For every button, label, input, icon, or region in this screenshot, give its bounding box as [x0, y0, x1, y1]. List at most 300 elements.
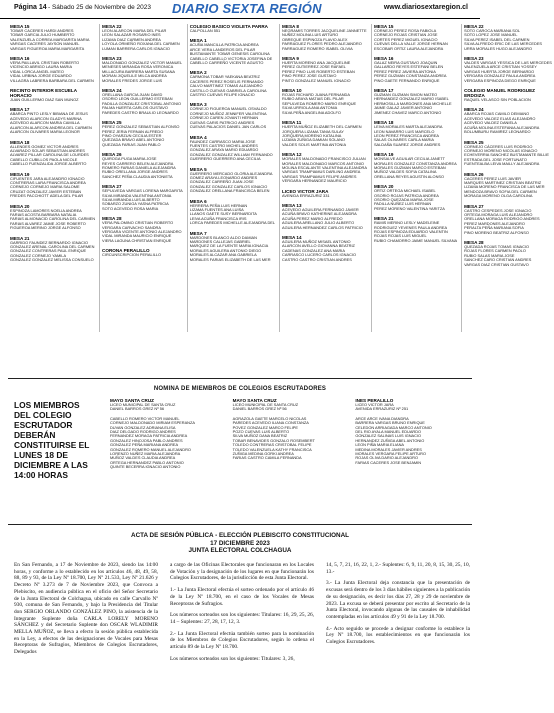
member-name: ORELLANA REYES AGUSTIN ALONSO [373, 173, 445, 179]
member-name: MORALES MALDONADO FRANCISCO JULIAN [282, 156, 366, 162]
member-name: ORELLANA MORAGA RODRIGO ANDRES [464, 216, 540, 222]
acta-heading [0, 532, 480, 555]
member-name: ARCE ARCE IVANA DIANDRA [355, 415, 409, 421]
member-name: SANCHEZ CARO CRISTIAN ANDRES [464, 257, 532, 263]
member-name: LICEO MUNICIPAL DE SANTA CRUZ [110, 402, 176, 407]
member-name: MORALES GUZMAN MARCO ESTEBAN [373, 164, 446, 170]
member-name: VIDAL MIRANDA MAURICIO ENRIQUE [102, 233, 172, 239]
member-name: MARQUES MARTINEZ CRISTIAN BEATRIZ [464, 179, 542, 185]
member-name: PEREZ GONZALEZ SEBASTIAN ALFONSO [102, 124, 180, 130]
mesa-block [10, 24, 95, 51]
member-name: RUBIO SALAS MARIA JOSE [464, 252, 515, 258]
mesa-title: MESA 18 [10, 139, 30, 145]
member-name: SILVA PEÑA ANGELINA ADOLFO [282, 109, 341, 115]
member-name: SOTO ACEVEDO ROSA MARIA [102, 205, 159, 211]
member-name: SOTO LOPEZ JOSE MANUEL [464, 32, 518, 38]
member-name: GONZALEZ ARAYA MARIO EDUARDO [189, 147, 259, 153]
mesa-block [10, 236, 95, 263]
mesa-block [190, 24, 275, 33]
mesa-block [190, 199, 275, 226]
member-name: CORNEJO FIGUEROA MANUEL OSVALDO [189, 106, 267, 112]
member-name: VICENCIO ABRIGO LAURA MARIA [10, 64, 73, 70]
mesa-title: MESA 13 [282, 202, 302, 208]
issue-date: - Sábado 25 de Noviembre de 2023 [48, 4, 151, 11]
member-name: MORALES GONZALEZ CONSTANZA ANDREA [373, 160, 457, 166]
member-name: FAUNDEZ CARRASCO MARIA JOSE [189, 138, 256, 144]
member-name: MEDINA MORALES JAVIER ANDRES [355, 446, 422, 452]
member-name: ACUÑA MANCILLA PATRICIA ANDREA [189, 42, 259, 48]
mesa-block [190, 70, 275, 97]
member-name: VIDAL URBINA JORGE EDUARDO [10, 73, 72, 79]
member-name: GONZALEZ CARREÑO JUAN JOSE [189, 179, 254, 185]
mesa-block [464, 140, 552, 167]
newspaper-logo: DIARIO SEXTA REGIÓN [172, 1, 322, 16]
member-name: PAREDES ACEVEDO ILIANA CONSTANZA [232, 420, 309, 426]
member-name: CONTRERAS LARA FRANCISCA ANDREA [10, 179, 86, 185]
mesa-title: LICEO VICTOR JARA [282, 188, 329, 194]
section2-title: NOMINA DE MIEMBROS DE COLEGIOS ESCRUTADORES [153, 386, 327, 392]
acta-paragraph: 1.- La Junta Electoral efectúa el sorteo ordenado por el artículo 46 de la Ley Nº 18.700, en el caso de los Vocales de Mesas Receptoras de Sufragios. [170, 587, 314, 607]
mesa-title: CORONA PERALILLO [102, 248, 150, 254]
member-name: GALAZ NEIRA GUSTAVO JOAQUIN [373, 60, 438, 66]
member-name: ACEVEDO ALARCON MARIA CAMILLA [10, 120, 80, 126]
member-name: CIRCUNSCRIPCION PERALILLO [102, 252, 162, 258]
member-name: VERGARA VICENTE ANTONIO ALEJANDRO [102, 229, 182, 234]
member-name: CORNEJO MALDONADO MIRIAM ESPERANZA [110, 420, 195, 426]
name-column [8, 24, 97, 332]
member-name: HERRERA PEÑA LUIS HERNAN [189, 202, 248, 208]
member-name: ORTEGA MORAGA LUIS ALEJANDRO [464, 211, 533, 217]
member-name: FUENTEALBA LEIVA MAILLY ALEJANDRA [464, 161, 540, 167]
member-name: ECHEVERRIA SANCHEZ BUSTAMANTE BILLIE [464, 152, 550, 158]
member-name: SILVA PEREZ ISABEL DEL CARMEN [464, 36, 530, 42]
member-name: PAREDES CASTRO BRAULIO LEONARDO [102, 109, 179, 115]
member-name: ROJAS FLORES CARMEN PAOLO [464, 248, 526, 254]
mesa-title: INES PERALILLO [355, 398, 394, 403]
member-name: GUERRERO MERCADO GLORIA ALEJANDRA [189, 170, 273, 176]
mesa-block [102, 184, 183, 211]
member-name: BOLUMBURU RAMIREZ LEONARDO [464, 129, 531, 135]
mesa-title: MESA 25 [102, 120, 122, 126]
acta-paragraph: 3.- La Junta Electoral deja constancia que la presentación de excusas será dentro de los 3 días hábiles siguientes a la publicación de su designación, es decir los días 27, 28 y 29 de noviembre de 2023. La excusa se deberá presentar por escrito al Secretario de la Junta Electoral, invocando algunas de las causales de inhabilidad contempladas en los artículos 49 y 91 de la Ley 18.700. [326, 580, 470, 620]
member-name: GONZALEZ CONTRERAS PAUL ENRIQUE [10, 248, 87, 254]
name-column [279, 24, 369, 332]
mesa-block [102, 120, 183, 147]
mesa-block [464, 172, 552, 199]
member-name: TOLEDO VALENZUELA KATHY FRANCISCA [232, 446, 312, 452]
member-name: CACERES PEREZ ROSELIS FERNANDO [189, 78, 264, 84]
member-name: DIAZ DELGADO RODRIGO ANDRES [110, 429, 176, 435]
member-name: SALAS OLIVARES CARLA MARIA [373, 137, 434, 143]
name-column [371, 24, 459, 332]
member-name: PEREZ MARDONES ALEJANDRO [464, 220, 525, 226]
member-name: CUEVAS DELLA VALLE JORGE HERNAN [373, 41, 448, 47]
member-name: BUSTAMANTE TOBAR GENESIS CAROLINA [189, 51, 270, 57]
member-name: CASTILLO CUEVAS GABRIELA CAROLINA [189, 87, 267, 93]
acta-column [14, 562, 158, 710]
member-name: ACEVEDO ALARCON GLADYS MARINA [10, 115, 82, 121]
mesa-title: MESA 26 [102, 152, 122, 158]
member-name: MUÑOZ VALDES CLAUDIA ANDREA [110, 455, 176, 461]
member-name: CABELLO CARREÑO VICENTE AGUSTO [189, 60, 264, 66]
member-name: VARGAS TRAMPIAMUS DARLING ANDREA [282, 169, 361, 175]
member-name: CASTRO CESPEDES JOSE IGNACIO [464, 207, 532, 213]
mesa-title: MESA 23 [102, 56, 122, 62]
mesa-block [233, 398, 350, 412]
mesa-block [464, 107, 552, 134]
member-name: PADILLA GONZALEZ CRISTOBAL ANTONIO [102, 100, 182, 106]
member-name: VILLAGRA LABRERA BARBARA DEL CARMEN [10, 77, 94, 83]
member-name: LORENZO NUÑEZ MARIA ALEJANDRA [110, 451, 181, 457]
mesa-title: MESA 21 [373, 216, 394, 222]
mesa-title: MESA 19 [10, 171, 30, 177]
member-name: RUBIO ARAYA MATIAS DEL PILAR [282, 96, 344, 102]
mesa-title: COLEGIO BASICO VIOLETA PARRA [189, 24, 268, 29]
member-name: FREDES PACCHIOTT ADELA DEL PILAR [10, 193, 84, 199]
member-name: CORNEJO MORENO NICOLAS IGNACIO [464, 147, 538, 153]
member-name: TOBAR BENAVIDES GONZALO ROSEMBERT [232, 437, 315, 443]
mesa-block [282, 189, 367, 198]
mesa-title: MESA 9 [282, 56, 299, 62]
member-name: ARCE VERA LANDEROS DEL PILAR [189, 46, 256, 52]
acta-paragraph: 14, 5, 7, 21, 16, 22, 1, 2.- Suplentes: 6, 9, 11, 20, 8, 15, 30, 25, 10, 13.- [326, 562, 470, 575]
member-name: RODRIGUEZ YEVENES PAULA ANDREA [373, 224, 448, 230]
mesa-title: MESA 23 [464, 56, 484, 62]
member-name: MORALES AGUILERA ANTONIO DIEGO [189, 247, 262, 253]
member-name: FARIAS ALMONACID CAROLINA DEL CARMEN [10, 216, 96, 222]
member-name: VARGAS TRAMPIAMUS FELIPE ANDRES [282, 173, 357, 179]
member-name: CARRASCO LUCERO CARLOS IGNACIO [282, 252, 356, 258]
member-name: GONZALEZ ROMERO MANUEL ALEJANDRO [110, 446, 191, 452]
member-name: DANIEL BARROS GREZ Nº 56 [232, 406, 287, 412]
member-name: SEPULVEDA VARGAS LORENA MARGARITA [102, 188, 183, 194]
member-name: DANIEL BARROS GREZ Nº 56 [110, 406, 165, 412]
member-name: VARGAS HUERTA JORGE BERNARDO [464, 68, 535, 74]
mesa-block [110, 398, 227, 412]
member-name: CALVO MARTINEZ TOMAS ALEJANDRO [189, 83, 263, 89]
mesa-title: MESA 24 [102, 88, 122, 94]
member-name: SILVA MIRANDA LUIS ALBERTO [102, 196, 160, 202]
member-name: VALENZUELA CORREA MARGARITA MARIA [10, 36, 90, 42]
page-number: Página 14 [14, 4, 47, 11]
mesa-block [355, 398, 472, 412]
acta-paragraph: 4.- Acto seguido se procede a designar conforme lo establece la Ley Nº 18.700, los establecimientos en que funcionarán los Colegios Escrutadores. [326, 625, 470, 646]
member-name: VERGARA ESPINOZA DIEGO ENRIQUE [464, 77, 536, 83]
member-name: ALARCON OLIVARES MARIA LEONOR [10, 129, 80, 135]
member-name: ORELLANA GARCIA JUAN DAVID [102, 92, 163, 98]
acta-paragraph: a cargo de las Oficinas Electorales que funcionaran en los Locales de Votación y la designación de los lugares en que funcionarán los Colegios Escrutadores, de la jurisdicción de esta Junta Electoral. [170, 562, 314, 582]
member-name: LIZAMA FUENTES ANA LUISA [189, 206, 244, 212]
mesa-title: COLEGIO MANUEL RODRIGUEZ ERDOIZA [464, 88, 535, 99]
member-name: ROMERO FARIAS DANIELA ALEJANDRA [102, 164, 176, 170]
member-name: ALLENDES GOMEZ VICTOR ANDRES [10, 143, 79, 149]
mesa-title: MAYO SANTA CRUZ [110, 398, 154, 403]
member-name: CACERES PEREZ LUIS JAVIER [464, 175, 522, 181]
mesa-block [355, 417, 472, 465]
member-name: QUEZADA FARIAS JUAN PABLO [102, 141, 161, 147]
member-name: ACUÑA MOLINA ESTEFANIA ALEJANDRA [464, 124, 540, 130]
member-name: BARRERA VARGAS BRUNO ENRIQUE [355, 420, 425, 426]
member-name: PINO MORENO BEATRIZ ALFONSO [464, 229, 529, 235]
member-name: CORNEJO MUÑOZ JENNIFER VALENTINA [189, 110, 267, 116]
member-name: MENESES MIRANDA ROSA VERONICA [102, 64, 174, 70]
mesa-title: MESA 28 [464, 240, 484, 245]
member-name: GONZALEZ GONZALEZ WILLIAM FERNANDO [189, 151, 273, 157]
mesa-block [10, 172, 95, 199]
member-name: HERMOSILLA MARDONES ANA MICHELLE [373, 100, 452, 106]
acta-column [170, 562, 314, 710]
member-name: ROJAS RICHARD JUANA FERNANDA [282, 92, 350, 98]
name-column [461, 24, 554, 332]
member-name: LLANOS GAETE SUSY BERNARDITA [189, 211, 257, 217]
member-name: HUERTA MUÑOZ ELIZABETH DEL CARMEN [282, 124, 362, 130]
name-column [108, 398, 229, 516]
member-name: PEREZ PEREZ JAVIERA ANTONIA [373, 68, 436, 74]
member-name: OSORIO ROJAS PATRICIA ANDREA [373, 192, 439, 198]
mesa-title: MESA 27 [102, 184, 122, 190]
mesa-block [374, 120, 457, 147]
mesa-title: MESA 20 [373, 184, 394, 190]
name-column [187, 24, 277, 332]
member-name: GONZALEZ CORNEJO YAMILA [10, 252, 67, 258]
member-name: PERALTA PEÑA MARIANA SOFIA [464, 225, 524, 231]
member-name: PINO OYARZUN CECILIA ESTER [102, 132, 162, 138]
mesa-block [464, 240, 552, 267]
member-name: GOMEZ ARAYA LEONARDO ANDRES [189, 174, 258, 180]
member-name: ORTEGA HERNANDEZ PABLO ANTONIO [110, 459, 184, 465]
member-name: ESCOBAR ORTIZ LAURA ALEJANDRA [373, 45, 444, 51]
member-name: ABARCA ROJAS CAMILO DEMIANO [464, 111, 530, 117]
member-name: REYES CARRERO BELEN ALEJANDRA [102, 160, 174, 166]
mesa-title: MESA 24 [464, 107, 484, 113]
member-name: FIGUEROA MERINO JORGE ALFONSO [10, 225, 81, 231]
acta-title: ACTA DE SESIÓN PÚBLICA - ELECCIÓN PLEBISCITO CONSTITUCIONAL [131, 532, 349, 539]
acta-paragraph: En San Fernando, a 17 de Noviembre de 2023, siendo las 14:00 horas, y conforme a lo establecido en los artículos 46, 48, 49, 58, 88, 89 y 93, de la Ley Nº 18.700, Ley Nº 21.533, Ley Nº 21.626 y Decreto Nº 3.273 de 7 de Noviembre 2023, que Convoca a Plebiscito, en audiencia pública en el oficio del Señor Secretario de la Junta Electoral de Colchagua, ubicado en calle Carvallo Nº 930, comuna de San Fernando, y bajo la Presidencia del Titular don SERGIO ORLANDO GONZÁLEZ PINO, la asistencia de la Integrante Suplente doña CARLA LORELY MORENO SÁNCHEZ y del Secretario Suplente don OSCAR WLADIMIR MELLA MUÑOZ, se lleva a efecto la sesión pública establecida en la Ley, a efectos de las designaciones de Vocales para Mesas Receptoras de Sufragios, Miembros de Colegios Escrutadores, Delegados [14, 562, 158, 656]
website-url[interactable]: www.diariosextaregion.cl [383, 4, 468, 11]
member-name: FARIAS CACERES JOSE BENJAMIN [355, 459, 422, 465]
member-name: RUBIO ORELLANA JORGE ANDRES [102, 169, 168, 175]
mesa-title: MESA 17 [10, 107, 30, 113]
member-name: SEPULVEDA ROMERO MARIO ENRIQUE [282, 100, 357, 106]
member-name: CORNEJO ROJAS CRISTIAN JOSE [373, 32, 438, 38]
mesa-title: MESA 16 [10, 56, 30, 62]
member-name: FARIAS CASTRO CAMILA FERNANDA [232, 455, 302, 461]
mesa-block [374, 24, 457, 51]
page-header [0, 0, 480, 19]
mesa-block [464, 204, 552, 235]
member-name: ABARCA PINTO LESLY BIBIANA DE JESUS [10, 111, 88, 117]
member-name: MENDOZA BRAVO SOFIA DEL CARMEN [464, 188, 537, 194]
member-name: MARQUEZ DE LA FUENTE MARIA IGNACIA [189, 243, 269, 249]
member-name: MORALES FREDES JORGE LUIS [102, 77, 163, 83]
mesa-title: MESA 21 [10, 235, 30, 241]
member-name: CADENAS GONZALEZ ANA MARIA [282, 247, 345, 253]
mesa-block [282, 24, 367, 51]
member-name: GONZALEZ HINOJOSA PABLO ANDRES [110, 437, 183, 443]
mesa-title: MESA 26 [464, 171, 484, 177]
mesa-title: MESA 15 [10, 24, 30, 29]
mesa-block [10, 56, 95, 83]
name-column [353, 398, 474, 516]
mesa-block [282, 235, 367, 262]
mesa-title: MESA 8 [282, 24, 299, 29]
member-name: NEGRAMIS TORRES JACQUELINE JANNETTE [282, 28, 367, 33]
member-name: FUENTES CASTRO MICHEL ANDRES [189, 142, 258, 148]
mesa-block [282, 152, 367, 183]
member-name: ESPINOZA LAMORES NOELIA ANDREA [10, 207, 82, 213]
member-name: SILVA MUÑOZ DANA BEATRIZ [232, 433, 288, 439]
mesa-title: MESA 19 [373, 152, 394, 158]
member-name: MOLINA ESCALANTE VALENTINA ALEJANDRA [282, 164, 367, 170]
member-name: ACEVEDO VALDEZ DANIELA [464, 120, 517, 126]
member-name: CRUZAT GONZALEZ JAVIER ESTEBAN [10, 188, 82, 194]
member-name: CORNEJO CAREN JOVANTI HERNAN [189, 115, 259, 121]
mesa-block [464, 56, 552, 83]
name-column [231, 398, 352, 516]
mesa-title: MESA 16 [373, 56, 394, 62]
member-name: CASTRO CUEVAS FELIPE IGNACIO [189, 92, 255, 98]
member-name: OSORIO LEON GUILLERMO ESTEBAN [102, 96, 173, 102]
mesa-title: MESA 12 [282, 152, 302, 158]
name-column [99, 24, 185, 332]
member-name: GALLARDO REYES ESTEFANI BELEN [373, 64, 444, 70]
member-name: LEON PIÑA MARIA ELIANA [355, 442, 404, 448]
mesa-block [102, 248, 183, 257]
mesa-block [10, 107, 95, 134]
member-name: HERNANDEZ GONZALEZ MARIO ISABEL [373, 96, 449, 102]
member-name: LOYOLA ORMEÑO ROXANA DEL CARMEN [102, 41, 180, 47]
member-name: LEON ALARCON MARIA DEL PILAR [102, 28, 167, 33]
mesa-title: MESA 10 [282, 88, 302, 94]
member-name: SOTO CAROCA MARIANA SOL [464, 28, 521, 33]
member-name: RAMIS MERINO LESLY MADELEINE [373, 220, 440, 226]
member-name: ROJAS ESPINOZA EDUARDO VALENTIN [373, 229, 448, 234]
mesa-block [464, 24, 552, 51]
mesa-block [102, 216, 183, 243]
member-name: ESTRADA DEL JOSE FORTUNATO [464, 156, 527, 162]
mesa-title: MESA 6 [189, 198, 207, 204]
member-name: LEON SALAZAR ROSARIO INES [102, 32, 161, 38]
member-name: SILVA ALFREDO ERIC DE LAS MERCEDES [464, 41, 543, 47]
member-name: VERA PAILLAVIL CRISTIAN ROBERTO [10, 60, 80, 66]
mesa-block [102, 88, 183, 115]
member-name: QUEZADA BRAVO ABEL ANTONIO [102, 137, 165, 143]
member-name: GONZALEZ ARENAL CAROLINA DEL CARMEN [10, 244, 95, 249]
member-name: AGUILERA MUÑOZ MISAEL ANTONIO [282, 239, 351, 244]
mesa-block [282, 120, 367, 147]
mesa-block [282, 56, 367, 83]
member-name: CABELLO CABELLO VICTORIA JOSEFINA DE [189, 55, 273, 61]
mesa-title: MAYO SANTA CRUZ [232, 398, 277, 403]
member-name: CIFUENTES JARA ALEJANDRO IGNACIO [10, 175, 85, 181]
member-name: VERGARA GONZALEZ PAULA ANDREA [464, 73, 536, 79]
member-name: AVENIDA ERRAZURIZ Nº 251 [355, 406, 409, 412]
vocales-columns [8, 24, 552, 332]
mesa-block [10, 140, 95, 167]
member-name: VERA PALOMINO CRISTIAN ROBERTO [102, 220, 174, 226]
member-name: CASTRO CASTRO CRISTIAN ANDRES [282, 256, 352, 262]
member-name: GONZALEZ ORELLANA FRANCISCA BELEN [189, 188, 270, 194]
member-name: PEREZ MORENO VALENTINA YARITZA [373, 205, 445, 211]
mesa-title: MESA 14 [282, 235, 302, 240]
member-name: QUEZADA ROJAS TOMAS IGNACIO [464, 244, 530, 249]
member-name: MORAGA MORENO OLGA CAROLINA [464, 193, 533, 199]
member-name: FERNANDEZ MORAGA PATRICIA ANDREA [110, 433, 188, 439]
member-name: CABELLO CUBILLOS PAOLA NICOLE [10, 156, 78, 162]
acta-junta: JUNTA ELECTORAL COLCHAGUA [188, 547, 292, 555]
member-name: VERGARA HERNANDEZ MAURICIO [282, 178, 347, 184]
member-name: SALDAÑA SUAREZ JORGE ANDRES [373, 141, 441, 147]
member-name: CUEVAS PALACIOS DANIEL JAN CARLOS [189, 124, 267, 130]
member-name: TOBAR GARCIA JULIO HUMBERTO [10, 32, 75, 38]
member-name: ACUÑA PEREZ MARIO ALFREDO [282, 215, 343, 221]
mesa-title: MESA 18 [373, 120, 394, 126]
member-name: PEREZ GUTIERREZ JOSE RAFAEL [282, 64, 346, 70]
mesa-block [374, 216, 457, 243]
member-name: GUERRERO GUERRERO ANA CECILIA [189, 156, 261, 162]
member-name: FARIAS ALVAREZ JAIME JOSE ROBERTO [10, 220, 86, 226]
member-name: CUEVAS CARIS PATRICIO ANDRES [189, 119, 255, 125]
mesa-title: MESA 4 [189, 134, 207, 140]
member-name: ACEVEDO VALDEZ ELIAS ALEJANDRO [464, 115, 536, 121]
mesa-title: MESA 20 [10, 203, 30, 209]
mesa-block [282, 203, 367, 230]
member-name: VALENZUELA ARCE CRISTIAN YOSSEY [464, 64, 537, 70]
escrutador-notice: LOS MIEMBROS DEL COLEGIO ESCRUTADOR DEBERÁN CONSTITUIRSE EL LUNES 18 DE DICIEMBRE A LAS 14:00 HORAS [14, 400, 90, 480]
member-name: POVEZ GONZALEZ MARCO FELIPE [232, 424, 298, 430]
member-name: CORNEJO CORNEJO MARIA SALOME [10, 184, 80, 190]
member-name: CORTES PEREZ MIGUEL IGNACIO [373, 36, 438, 42]
acta-paragraph: 2.- La Junta Electoral efectúa también sorteo para la nominación de los Miembros de Colegios Escrutadores, según lo ordena el artículo 89 de la Ley Nº 18.700. [170, 630, 314, 651]
mesa-block [233, 417, 350, 461]
member-name: GARRIDO FAUNDEZ BERNARDO IGNACIO [10, 239, 89, 245]
mesa-block [102, 56, 183, 83]
member-name: PEREZ JERIA FERNAN ALFREDO [102, 128, 164, 134]
member-name: PADILLA NUÑEZ LUIS HERNAN [373, 201, 432, 207]
member-name: CELEDON ARRIAGADA MARCO ANTONIO [355, 424, 432, 430]
member-name: JUAN GUILLERMO DIAZ SAN MUNOZ [10, 97, 79, 103]
member-name: DUVAN GONZALEZ ADRIANA ELISA [110, 424, 176, 430]
member-name: CALPOLLAN 551 [189, 28, 221, 33]
member-name: AGRAZOLA GAETE MARCELO NICOLAS [232, 415, 307, 421]
member-name: JORQUERA LIZAMA TANIA SULAY [282, 128, 344, 134]
mesa-title: MESA 11 [282, 120, 302, 126]
mesa-title: MESA 17 [373, 88, 394, 94]
member-name: MARDONES CALLEJAS GABRIEL [189, 239, 251, 244]
mesa-block [190, 231, 275, 262]
mesa-block [464, 88, 552, 102]
member-name: PALMA HUERTA CARLOS GUSTAVO [102, 105, 168, 111]
member-name: VIERA LAGUNA CHRISTIAN ENRIQUE [102, 237, 172, 243]
member-name: OSORIO QUEZADA MARIA JOSE [373, 196, 434, 202]
member-name: CABELLO ROMERO VICTOR MANUEL [110, 415, 180, 421]
mesa-block [374, 56, 457, 83]
member-name: AGUILERA ARELLANO JULIO ALBERTO [282, 220, 355, 226]
acta-date: 17 DICIEMBRE 2023 [210, 539, 270, 547]
member-name: ACEVEDO AGUILERA FERNANDO JAVIER [282, 206, 359, 212]
mesa-title: MESA 1 [189, 38, 207, 44]
member-name: LICEO VICTOR JARA [355, 402, 394, 407]
member-name: TOLEDO CONTRERAS CRISTOBAL FELIPE [232, 442, 312, 448]
member-name: CABELLO FUENZALIDA JORGE ALBERTO [10, 161, 87, 167]
member-name: VARGAS CACERES JAYSON MANUEL [10, 41, 80, 47]
mesa-block [190, 135, 275, 162]
member-name: GONZALEZ SALINAS LUIS IGNACIO [355, 433, 422, 439]
acta-paragraph: Los números sorteados son los siguientes: Titulares: 3, 26, [170, 655, 295, 662]
member-name: POZO CUEVAS LUIS ALBERTO [232, 429, 290, 435]
member-name: MORAN JIQUELILE MILCA ANDREA [102, 73, 167, 79]
mesa-title: MESA 22 [102, 24, 122, 29]
